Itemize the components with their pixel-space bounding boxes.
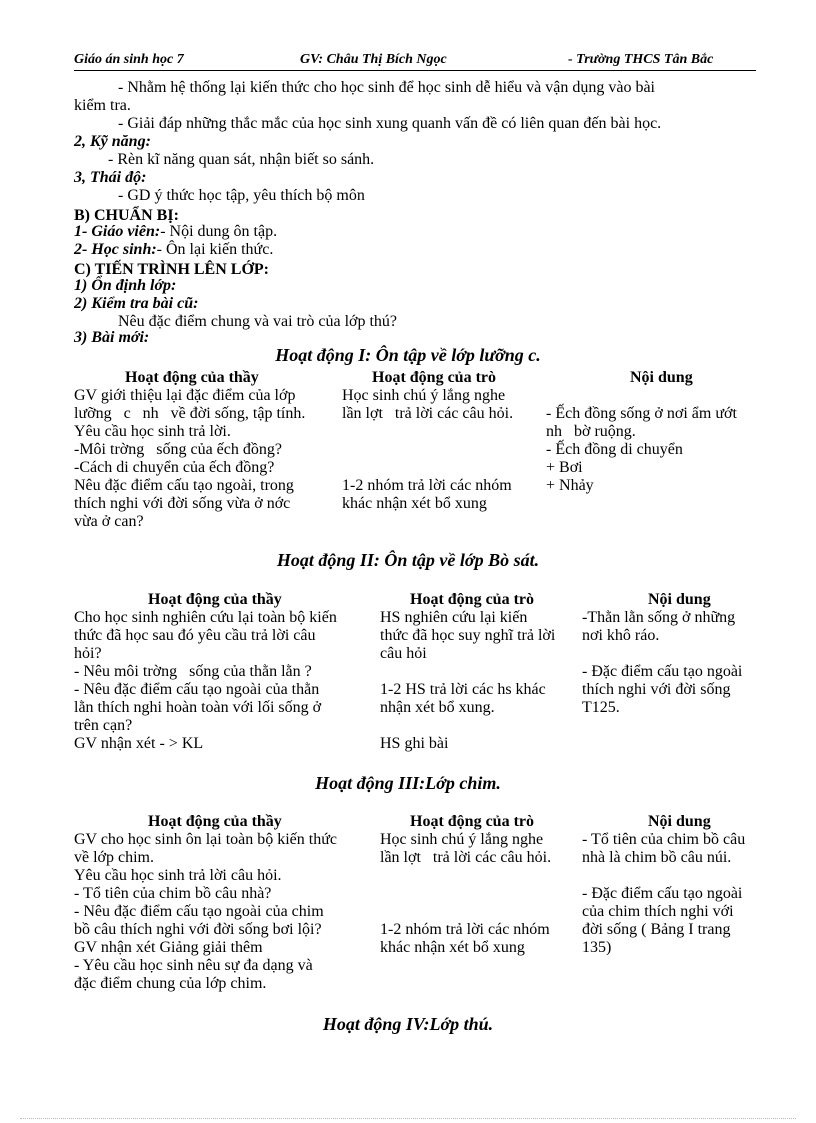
student-prep — [74, 241, 273, 259]
activity-2-student-text-c: HS ghi bài — [380, 735, 449, 752]
process-heading: C) TIẾN TRÌNH LÊN LỚP: — [74, 261, 269, 278]
student-prep-text: - Ôn lại kiến thức. — [156, 241, 274, 258]
objective-line-3: - Giải đáp những thắc mắc của học sinh xung quanh vấn đề có liên quan đến bài học. — [118, 115, 662, 132]
activity-2-title: Hoạt động II: Ôn tập về lớp Bò sát. — [276, 550, 540, 570]
activity-3-student-header: Hoạt động của trò — [410, 813, 534, 830]
review-question: Nêu đặc điểm chung và vai trò của lớp thú? — [118, 313, 398, 330]
activity-3-content-text-a: - Tổ tiên của chim bồ câu nhà là chim bồ câu núi. — [582, 831, 746, 866]
page-bottom-border — [20, 1118, 796, 1119]
attitude-heading: 3, Thái độ: — [74, 169, 147, 186]
activity-2-teacher-text: Cho học sinh nghiên cứu lại toàn bộ kiến thức đã học sau đó yêu cầu trả lời câu hỏi? - Nêu môi trờng sống của thằn lằn ? - Nêu đặc điểm cấu tạo ngoài của thằn lằn thích nghi hoàn toàn với lối sống ở trên cạn? GV nhận xét - > KL — [74, 609, 337, 752]
header-subject: Giáo án sinh học 7 — [74, 52, 184, 67]
step-2: 2) Kiểm tra bài cũ: — [74, 295, 199, 312]
activity-3-student-text-b: 1-2 nhóm trả lời các nhóm khác nhận xét bổ xung — [380, 921, 550, 956]
activity-3-content-text-b: - Đặc điểm cấu tạo ngoài của chim thích nghi với đời sống ( Bảng I trang 135) — [582, 885, 743, 956]
teacher-prep-text: - Nội dung ôn tập. — [160, 223, 278, 240]
activity-2-teacher-header: Hoạt động của thầy — [148, 591, 282, 608]
activity-1-content-header: Nội dung — [630, 369, 693, 386]
activity-3-student-text-a: Học sinh chú ý lắng nghe lần lợt trả lời các câu hỏi. — [380, 831, 552, 866]
activity-3-teacher-text: GV cho học sinh ôn lại toàn bộ kiến thức về lớp chim. Yêu cầu học sinh trả lời câu hỏi. - Tổ tiên của chim bồ câu nhà? - Nêu đặc điểm cấu tạo ngoài của chim bồ câu thích nghi với đời sống bơi lội? GV nhận xét Giảng giải thêm - Yêu cầu học sinh nêu sự đa dạng và đặc điểm chung của lớp chim. — [74, 831, 337, 992]
activity-2-student-header: Hoạt động của trò — [410, 591, 534, 608]
step-3: 3) Bài mới: — [74, 329, 150, 346]
activity-1-teacher-text: GV giới thiệu lại đặc điểm của lớp lưỡng c nh về đời sống, tập tính. Yêu cầu học sinh trả lời. -Môi trờng sống của ếch đồng? -Cách di chuyển của ếch đồng? Nêu đặc điểm cấu tạo ngoài, trong thích nghi với đời sống vừa ở nớc vừa ở can? — [74, 387, 306, 530]
activity-2-content-header: Nội dung — [648, 591, 711, 608]
activity-2-student-text-a: HS nghiên cứu lại kiến thức đã học suy nghĩ trả lời câu hỏi — [380, 609, 556, 662]
page-header — [74, 50, 756, 71]
activity-3-teacher-header: Hoạt động của thầy — [148, 813, 282, 830]
activity-2-content-text-b: - Đặc điểm cấu tạo ngoài thích nghi với đời sống T125. — [582, 663, 743, 716]
teacher-prep-label: 1- Giáo viên: — [74, 223, 161, 240]
attitude-text: - GD ý thức học tập, yêu thích bộ môn — [118, 187, 365, 204]
student-prep-label: 2- Học sinh: — [74, 241, 157, 258]
activity-3-content-header: Nội dung — [648, 813, 711, 830]
activity-1-title: Hoạt động I: Ôn tập về lớp lưỡng c. — [275, 345, 541, 365]
step-1: 1) Ổn định lớp: — [74, 277, 177, 294]
header-teacher: GV: Châu Thị Bích Ngọc — [300, 52, 447, 67]
activity-4-title: Hoạt động IV:Lớp thú. — [322, 1014, 494, 1034]
skill-heading: 2, Kỹ năng: — [74, 133, 151, 150]
activity-3-title: Hoạt động III:Lớp chim. — [315, 773, 501, 793]
objective-line-2: kiểm tra. — [74, 97, 131, 114]
preparation-heading: B) CHUẨN BỊ: — [74, 207, 179, 224]
activity-2-content-text-a: -Thằn lằn sống ở những nơi khô ráo. — [582, 609, 736, 644]
activity-1-teacher-header: Hoạt động của thầy — [125, 369, 259, 386]
skill-text: - Rèn kĩ năng quan sát, nhận biết so sánh. — [108, 151, 375, 168]
objective-line-1: - Nhằm hệ thống lại kiến thức cho học sinh để học sinh dễ hiểu và vận dụng vào bài — [118, 79, 655, 96]
header-school: - Trường THCS Tân Bắc — [568, 52, 714, 67]
teacher-prep — [74, 223, 277, 241]
activity-1-student-header: Hoạt động của trò — [372, 369, 496, 386]
activity-1-student-text-b: 1-2 nhóm trả lời các nhóm khác nhận xét bổ xung — [342, 477, 512, 512]
activity-2-student-text-b: 1-2 HS trả lời các hs khác nhận xét bổ xung. — [380, 681, 546, 716]
activity-1-student-text-a: Học sinh chú ý lắng nghe lần lợt trả lời các câu hỏi. — [342, 387, 514, 422]
activity-1-content-text: - Ếch đồng sống ở nơi ẩm ướt nh bờ ruộng. - Ếch đồng di chuyển + Bơi + Nhảy — [546, 405, 737, 494]
